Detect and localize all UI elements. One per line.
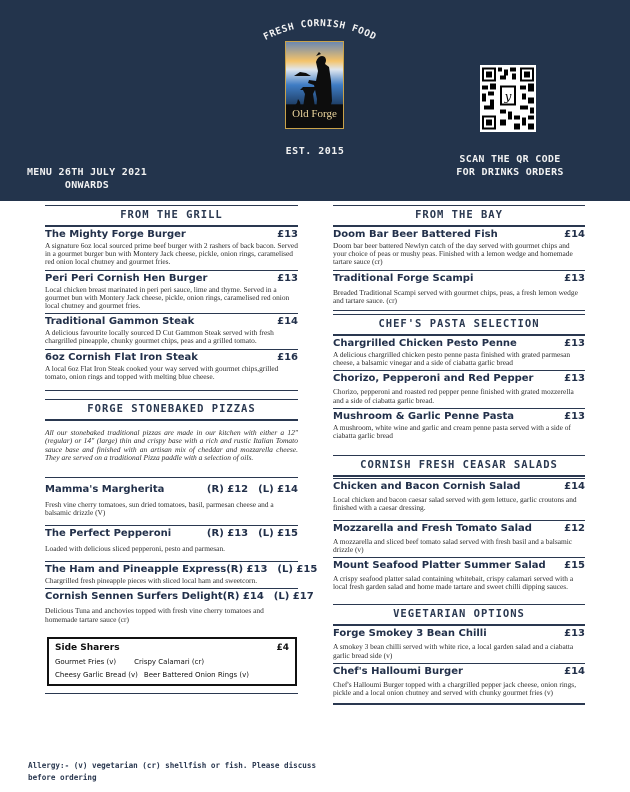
price-large: (L) £14	[258, 483, 298, 495]
item-name: Forge Smokey 3 Bean Chilli	[333, 628, 487, 640]
item-price: £13	[564, 628, 585, 640]
scan-line1: SCAN THE QR CODE	[459, 154, 561, 165]
price-regular: (R) £12	[206, 483, 249, 495]
pizza-item	[45, 589, 314, 626]
menu-item	[45, 350, 298, 384]
item-price: £13	[564, 272, 585, 284]
item-name: The Perfect Pepperoni	[45, 528, 172, 540]
price-large: (L) £15	[258, 528, 298, 540]
price-regular: (R) £13	[206, 528, 249, 540]
divider	[45, 390, 298, 391]
item-description: Loaded with delicious sliced pepperoni, pesto and parmesan.	[45, 544, 225, 554]
item-price: £16	[277, 351, 298, 363]
left-column	[45, 205, 318, 694]
menu-date-line2: ONWARDS	[64, 180, 110, 191]
item-name: Traditional Forge Scampi	[333, 272, 474, 284]
divider	[45, 693, 298, 694]
item-description: A crispy seafood platter salad containing whitebait, crispy calamari served with a local fresh garden salad and home made tartare and sweet chilli dipping sauces.	[333, 574, 574, 592]
item-name: Peri Peri Cornish Hen Burger	[45, 272, 208, 284]
item-description: Breaded Traditional Scampi served with gourmet chips, peas, a fresh lemon wedge and tartare sauce. (cr)	[333, 287, 578, 305]
qr-code-icon[interactable]	[480, 65, 536, 132]
price-large: (L) £17	[273, 591, 314, 603]
item-name: Mamma's Margherita	[45, 483, 165, 495]
price-regular: (R) £13	[226, 564, 268, 576]
pizza-item	[45, 526, 298, 556]
section-title-salads: CORNISH FRESH CEASAR SALADS	[360, 459, 558, 472]
allergy-note: Allergy:- (v) vegetarian (cr) shellfish or fish. Please discuss before ordering	[28, 761, 317, 782]
menu-item	[333, 409, 585, 443]
side-sharers-box	[47, 637, 297, 686]
logo-text: Old Forge	[292, 108, 337, 120]
section-title-bay: FROM THE BAY	[415, 209, 503, 221]
sharer-item: Cheesy Garlic Bread (v)	[55, 670, 138, 679]
right-column	[333, 205, 585, 705]
item-name: Chicken and Bacon Cornish Salad	[333, 481, 521, 493]
divider	[333, 703, 585, 705]
item-name: Chorizo, Pepperoni and Red Pepper	[333, 373, 534, 385]
item-price: £14	[277, 316, 298, 328]
menu-item	[333, 558, 585, 594]
menu-item	[333, 371, 585, 407]
pizza-item	[45, 562, 318, 588]
item-name: Traditional Gammon Steak	[45, 316, 195, 328]
scan-line2: FOR DRINKS ORDERS	[456, 167, 564, 178]
menu-item	[333, 664, 585, 700]
item-name: 6oz Cornish Flat Iron Steak	[45, 351, 198, 363]
menu-item	[333, 479, 585, 515]
item-description: Chef's Halloumi Burger topped with a chargrilled pepper jack cheese, onion rings, pickle and a local onion chutney and served with chunky gourmet fries (v)	[333, 679, 577, 698]
menu-item	[45, 227, 298, 270]
menu-date	[22, 166, 152, 192]
item-price: £13	[564, 410, 585, 422]
menu-item	[333, 521, 585, 557]
item-description: A delicious chargrilled chicken pesto penne pasta finished with grated parmesan cheese, a balsamic vinegar and a side of ciabatta garlic bread	[333, 350, 571, 368]
sharer-item: Gourmet Fries (v)	[55, 657, 117, 666]
menu-item	[333, 336, 585, 370]
item-description: Doom bar beer battered Newlyn catch of the day served with gourmet chips and your choice of peas or mushy peas. Finished with a lemon wedge and homemade tartare sauce (cr)	[333, 241, 573, 267]
menu-item	[333, 626, 585, 662]
menu-item	[45, 271, 298, 314]
item-description: A signature 6oz local sourced prime beef burger with 2 rashers of back bacon. Served in a gourmet burger bun with Montery Jack cheese, pickle, onion rings, caramelised red onion local chutney and gourmet fries.	[45, 241, 298, 267]
pizza-intro: All our stonebaked traditional pizzas are made in our kitchen with either a 12" (regular) or 14" (large) thin and crispy base with a rich and rustic Italian Tomato sauce base and finished with an artisan mix of cheddar and mozzarella cheese. They are served on a traditional Pizza paddle with a selection of oils.	[45, 428, 298, 463]
section-title-pasta: CHEF'S PASTA SELECTION	[378, 318, 540, 331]
item-description: Local chicken breast marinated in peri peri sauce, lime and thyme. Served in a gourmet bun with Montery Jack cheese, pickle, onion rings, caramelised red onion local chutney and gourmet fries.	[45, 284, 290, 311]
old-forge-logo-icon	[285, 41, 344, 129]
sharer-item: Beer Battered Onion Rings (v)	[143, 670, 250, 679]
menu-item	[333, 271, 585, 308]
sharers-title: Side Sharers	[55, 642, 120, 653]
pizza-item	[45, 478, 298, 520]
menu-item	[333, 227, 585, 270]
item-description: Chorizo, pepperoni and roasted red pepper penne finished with grated mozzerella and a side of ciabatta garlic bread.	[333, 387, 574, 405]
item-description: Chargrilled fresh pineapple pieces with sliced local ham and sweetcorn.	[45, 576, 258, 586]
item-price: £13	[564, 338, 585, 350]
established-year: EST. 2015	[285, 146, 345, 157]
item-name: The Mighty Forge Burger	[45, 229, 186, 240]
scan-qr-instructions	[430, 153, 590, 179]
svg-text:y: y	[504, 89, 512, 104]
item-description: Delicious Tuna and anchovies topped with fresh vine cherry tomatoes and homemade tartare sauce (cr)	[45, 606, 264, 624]
item-price: £14	[564, 229, 585, 240]
item-name: Cornish Sennen Surfers Delight	[45, 591, 223, 603]
section-title-vegetarian: VEGETARIAN OPTIONS	[393, 608, 525, 621]
section-title-grill: FROM THE GRILL	[120, 209, 223, 221]
item-description: A mozzarella and sliced beef tomato salad served with fresh basil and a balsamic drizzle (v)	[333, 536, 573, 554]
price-large: (L) £15	[277, 564, 318, 576]
item-price: £13	[277, 229, 298, 240]
item-name: Doom Bar Beer Battered Fish	[333, 229, 498, 240]
menu-item	[45, 314, 298, 348]
price-regular: (R) £14	[222, 591, 264, 603]
item-description: Fresh vine cherry tomatoes, sun dried tomatoes, basil, parmesan cheese and a balsamic drizzle (V)	[45, 499, 274, 517]
item-name: The Ham and Pineapple Express	[45, 564, 227, 576]
item-price: £13	[277, 272, 298, 284]
item-name: Chef's Halloumi Burger	[333, 665, 463, 677]
menu-header	[0, 0, 630, 201]
divider	[333, 310, 585, 311]
item-description: A mushroom, white wine and garlic and cream penne pasta served with a side of ciabatta garlic bread	[333, 422, 571, 441]
item-name: Mushroom & Garlic Penne Pasta	[333, 410, 514, 422]
item-description: Local chicken and bacon caesar salad served with gem lettuce, garlic croutons and finished with a caesar dressing.	[333, 495, 577, 513]
svg-text:FRESH CORNISH FOOD: FRESH CORNISH FOOD	[261, 17, 379, 43]
sharers-price: £4	[276, 642, 289, 653]
section-title-pizzas: FORGE STONEBAKED PIZZAS	[87, 403, 256, 416]
item-price: £12	[564, 522, 585, 534]
item-price: £13	[564, 373, 585, 385]
menu-date-line1: MENU 26TH JULY 2021	[26, 167, 148, 178]
item-description: A local 6oz Flat Iron Steak cooked your way served with gourmet chips,grilled tomato, onion rings and topped with melting blue cheese.	[45, 363, 279, 381]
sharer-item: Crispy Calamari (cr)	[134, 657, 205, 666]
item-name: Mount Seafood Platter Summer Salad	[333, 560, 546, 572]
item-price: £15	[564, 560, 585, 572]
item-description: A delicious favourite locally sourced D Cut Gammon Steak served with fresh chargrilled pineapple, chunky gourmet chips, peas and a grilled tomato.	[45, 328, 274, 346]
item-name: Chargrilled Chicken Pesto Penne	[333, 338, 517, 350]
item-name: Mozzarella and Fresh Tomato Salad	[333, 522, 532, 534]
item-price: £14	[564, 665, 585, 677]
item-price: £14	[564, 481, 585, 493]
item-description: A smokey 3 bean chilli served with white rice, a local garden salad and a ciabatta garlic bread side (v)	[333, 642, 574, 660]
